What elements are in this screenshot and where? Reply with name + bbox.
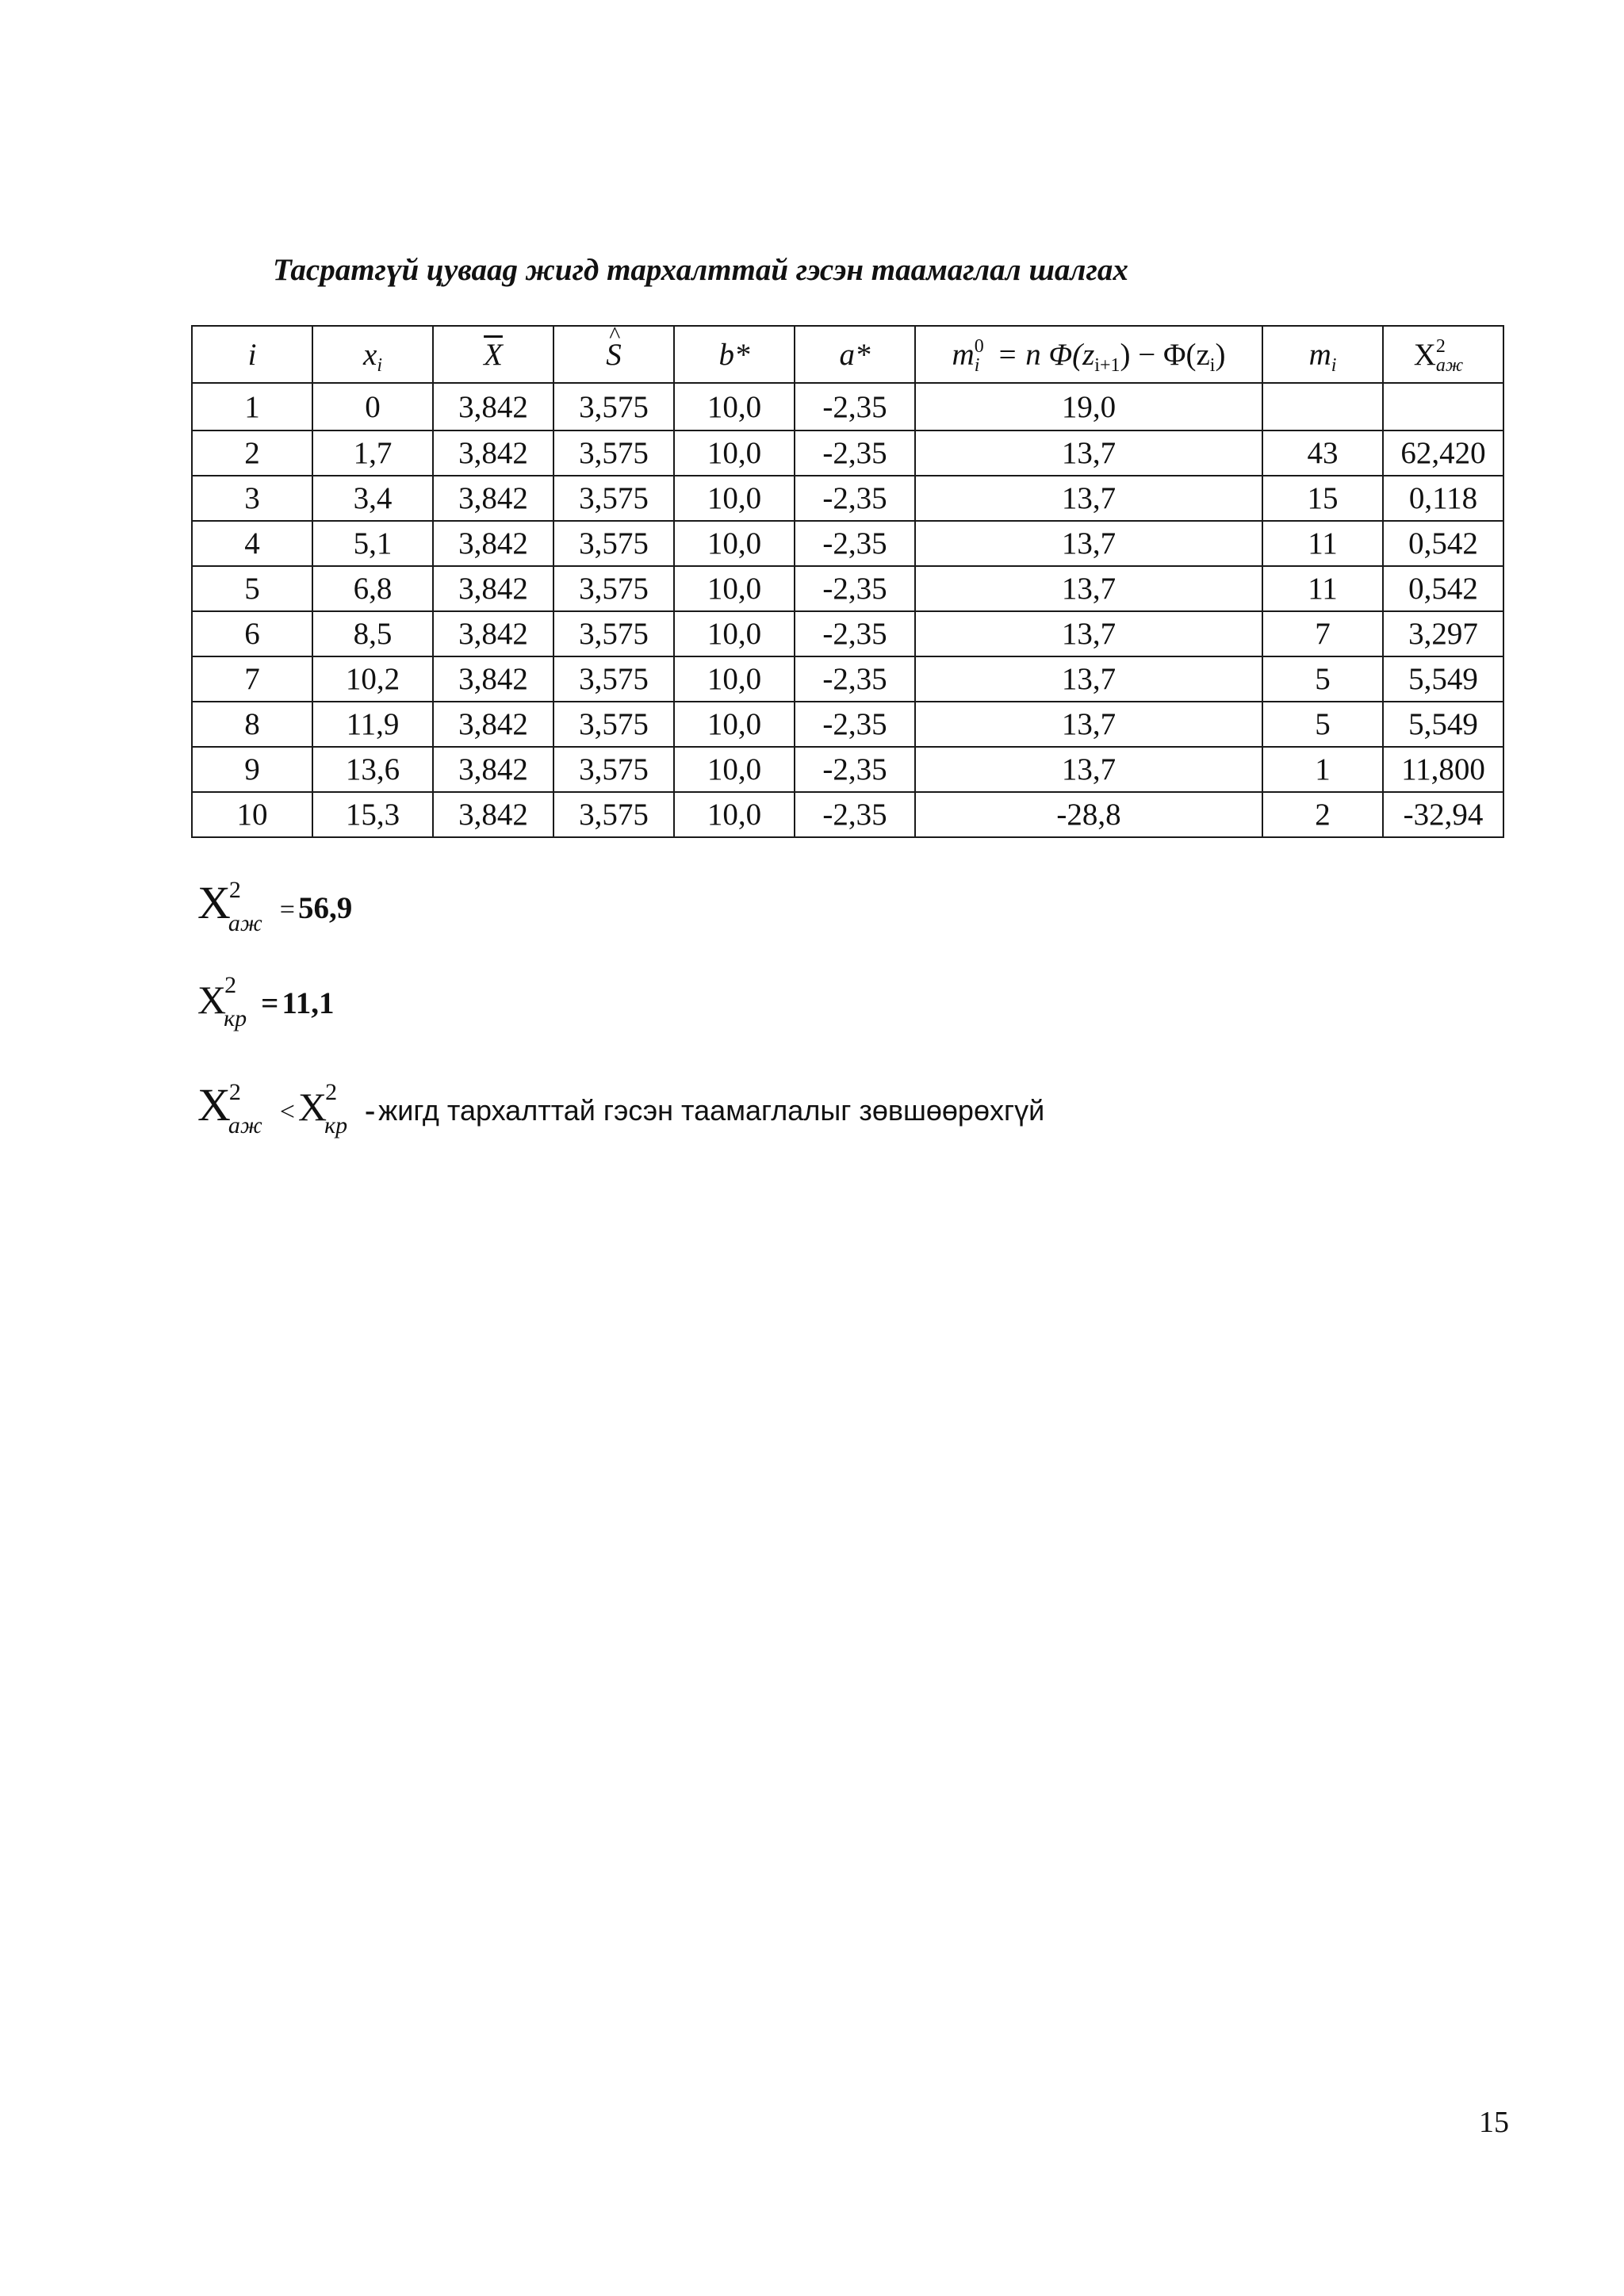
cell-i: 2 xyxy=(192,430,312,476)
cell-x: 10,2 xyxy=(312,656,433,702)
cell-m: 2 xyxy=(1262,792,1383,837)
cell-m: 15 xyxy=(1262,476,1383,521)
header-a: a* xyxy=(795,326,915,383)
table-row xyxy=(192,566,1503,611)
cell-chi: 11,800 xyxy=(1383,747,1503,792)
results-table xyxy=(191,325,1504,838)
table-row xyxy=(192,476,1503,521)
cell-x: 1,7 xyxy=(312,430,433,476)
chi-observed-formula: X2аж = 56,9 xyxy=(197,877,353,936)
cell-x: 11,9 xyxy=(312,702,433,747)
cell-a: -2,35 xyxy=(795,430,915,476)
cell-b: 10,0 xyxy=(674,521,795,566)
cell-x: 8,5 xyxy=(312,611,433,656)
cell-chi: 5,549 xyxy=(1383,656,1503,702)
cell-m: 1 xyxy=(1262,747,1383,792)
conclusion-text: жигд тархалттай гэсэн таамаглалыг зөвшөөрөхгүй xyxy=(378,1094,1045,1127)
cell-m0: 13,7 xyxy=(915,656,1262,702)
cell-chi xyxy=(1383,383,1503,430)
cell-m: 5 xyxy=(1262,656,1383,702)
table-row xyxy=(192,383,1503,430)
page-title: Тасратгүй цуваag жигд тархалттай гэсэн таамаглал шалгах xyxy=(273,253,1128,287)
table-row xyxy=(192,521,1503,566)
cell-a: -2,35 xyxy=(795,792,915,837)
cell-m0: 13,7 xyxy=(915,747,1262,792)
header-i: i xyxy=(192,326,312,383)
cell-s: 3,575 xyxy=(553,611,674,656)
cell-m xyxy=(1262,383,1383,430)
header-xbar: $\overline{X}$ xyxy=(433,326,553,383)
cell-b: 10,0 xyxy=(674,611,795,656)
cell-chi: 62,420 xyxy=(1383,430,1503,476)
cell-xbar: 3,842 xyxy=(433,430,553,476)
cell-i: 9 xyxy=(192,747,312,792)
header-chi: $X^2_{аж}$ xyxy=(1383,326,1503,383)
cell-xbar: 3,842 xyxy=(433,611,553,656)
cell-i: 4 xyxy=(192,521,312,566)
cell-b: 10,0 xyxy=(674,383,795,430)
cell-m: 7 xyxy=(1262,611,1383,656)
cell-x: 5,1 xyxy=(312,521,433,566)
conclusion-line: X2аж < X2кр - жигд тархалттай гэсэн таамаглалыг зөвшөөрөхгүй xyxy=(197,1079,1045,1138)
cell-xbar: 3,842 xyxy=(433,476,553,521)
cell-b: 10,0 xyxy=(674,702,795,747)
cell-xbar: 3,842 xyxy=(433,521,553,566)
cell-xbar: 3,842 xyxy=(433,702,553,747)
cell-s: 3,575 xyxy=(553,476,674,521)
cell-i: 7 xyxy=(192,656,312,702)
cell-s: 3,575 xyxy=(553,566,674,611)
page-number: 15 xyxy=(1479,2106,1509,2139)
cell-chi: -32,94 xyxy=(1383,792,1503,837)
cell-i: 5 xyxy=(192,566,312,611)
cell-i: 6 xyxy=(192,611,312,656)
cell-x: 13,6 xyxy=(312,747,433,792)
cell-b: 10,0 xyxy=(674,430,795,476)
cell-s: 3,575 xyxy=(553,747,674,792)
cell-x: 6,8 xyxy=(312,566,433,611)
table-row xyxy=(192,792,1503,837)
cell-x: 0 xyxy=(312,383,433,430)
cell-xbar: 3,842 xyxy=(433,792,553,837)
cell-m0: 13,7 xyxy=(915,430,1262,476)
table-row xyxy=(192,702,1503,747)
cell-s: 3,575 xyxy=(553,383,674,430)
cell-m0: 13,7 xyxy=(915,521,1262,566)
cell-m: 11 xyxy=(1262,521,1383,566)
cell-b: 10,0 xyxy=(674,792,795,837)
cell-s: 3,575 xyxy=(553,430,674,476)
cell-a: -2,35 xyxy=(795,476,915,521)
header-x: $x_i$ xyxy=(312,326,433,383)
cell-b: 10,0 xyxy=(674,476,795,521)
cell-m0: -28,8 xyxy=(915,792,1262,837)
cell-m: 5 xyxy=(1262,702,1383,747)
cell-a: -2,35 xyxy=(795,656,915,702)
cell-m0: 13,7 xyxy=(915,566,1262,611)
table-row xyxy=(192,747,1503,792)
table-row xyxy=(192,430,1503,476)
cell-x: 15,3 xyxy=(312,792,433,837)
cell-s: 3,575 xyxy=(553,521,674,566)
cell-b: 10,0 xyxy=(674,566,795,611)
cell-a: -2,35 xyxy=(795,521,915,566)
cell-m: 11 xyxy=(1262,566,1383,611)
table-row xyxy=(192,611,1503,656)
cell-i: 10 xyxy=(192,792,312,837)
chi-critical-formula: X2кр = 11,1 xyxy=(197,972,335,1031)
cell-a: -2,35 xyxy=(795,702,915,747)
cell-chi: 0,118 xyxy=(1383,476,1503,521)
cell-chi: 0,542 xyxy=(1383,521,1503,566)
cell-i: 1 xyxy=(192,383,312,430)
header-m: $m_i$ xyxy=(1262,326,1383,383)
cell-i: 3 xyxy=(192,476,312,521)
cell-chi: 0,542 xyxy=(1383,566,1503,611)
table-row xyxy=(192,656,1503,702)
header-s: ^ S xyxy=(553,326,674,383)
cell-xbar: 3,842 xyxy=(433,566,553,611)
cell-m0: 13,7 xyxy=(915,611,1262,656)
cell-m: 43 xyxy=(1262,430,1383,476)
cell-s: 3,575 xyxy=(553,792,674,837)
cell-a: -2,35 xyxy=(795,611,915,656)
cell-chi: 5,549 xyxy=(1383,702,1503,747)
cell-a: -2,35 xyxy=(795,383,915,430)
cell-chi: 3,297 xyxy=(1383,611,1503,656)
header-b: b* xyxy=(674,326,795,383)
cell-xbar: 3,842 xyxy=(433,747,553,792)
header-m0-formula: $m^0_i = n$ $\Phi(z_{i+1}) - \Phi(z_i)$ xyxy=(915,326,1262,383)
cell-x: 3,4 xyxy=(312,476,433,521)
cell-m0: 19,0 xyxy=(915,383,1262,430)
table-header-row xyxy=(192,326,1503,383)
cell-xbar: 3,842 xyxy=(433,656,553,702)
cell-b: 10,0 xyxy=(674,656,795,702)
cell-xbar: 3,842 xyxy=(433,383,553,430)
cell-m0: 13,7 xyxy=(915,476,1262,521)
cell-a: -2,35 xyxy=(795,747,915,792)
cell-m0: 13,7 xyxy=(915,702,1262,747)
cell-s: 3,575 xyxy=(553,656,674,702)
cell-i: 8 xyxy=(192,702,312,747)
cell-b: 10,0 xyxy=(674,747,795,792)
cell-a: -2,35 xyxy=(795,566,915,611)
cell-s: 3,575 xyxy=(553,702,674,747)
